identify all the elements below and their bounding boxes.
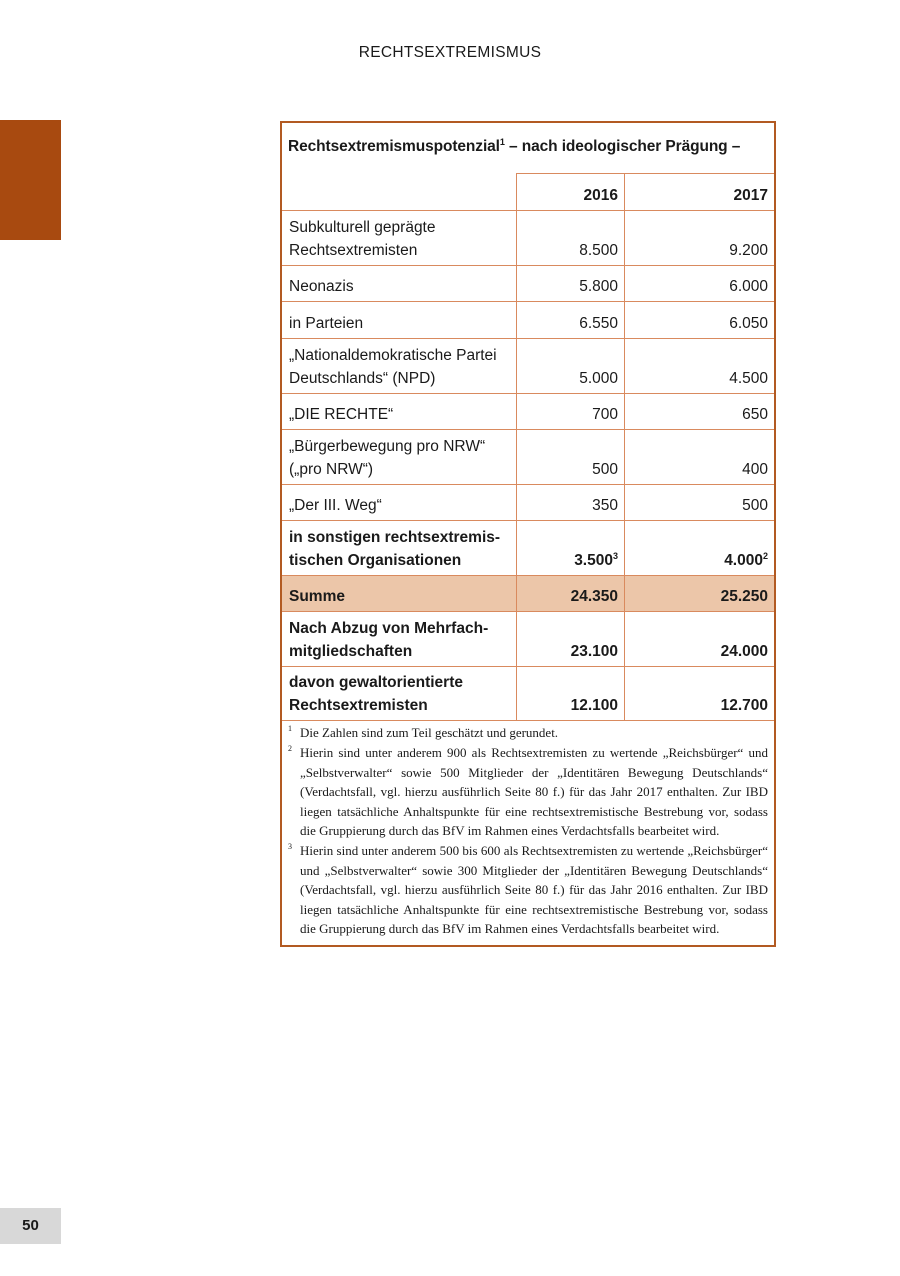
value-2017 [625,521,775,576]
value-2016: 6.550 [517,302,625,339]
running-head: RECHTSEXTREMISMUS [358,44,542,61]
value-2016: 24.350 [517,576,625,612]
title-suffix: – nach ideologischer Prägung – [504,138,741,155]
footnote-mark: 2 [288,744,292,754]
row-label: davon gewaltorientierte Rechtsextremisten [282,667,517,721]
value-2017: 400 [625,430,775,485]
value-2016: 700 [517,394,625,430]
value-2017: 12.700 [625,667,775,721]
value-2017: 24.000 [625,612,775,667]
value-2017: 4.500 [625,339,775,394]
header-row [282,174,774,211]
row-label: Nach Abzug von Mehrfachmitgliedschaften [282,612,517,667]
title-text: Rechtsextremismuspotenzial [288,138,500,155]
table-row [282,521,774,576]
table-row [282,339,774,394]
table-row [282,266,774,302]
footnote-mark: 1 [288,724,292,733]
header-cell-2016: 2016 [517,174,625,211]
table-row [282,430,774,485]
row-label: „Der III. Weg“ [282,485,517,521]
sum-row [282,576,774,612]
table-row [282,302,774,339]
chapter-tab [0,120,61,240]
footnotes [282,721,774,945]
footnote-text: Hierin sind unter anderem 500 bis 600 als Rechtsextremisten zu wertende „Reichsbürger“ und „Selbstverwalter“ sowie 300 Mitglieder der „Identitären Bewegung Deutschlands“ (Verdachtsfall, vgl. hierzu ausführlich Seite 80 f.) für das Jahr 2016 enthalten. Zur IBD liegen tatsächliche Anhaltspunkte für eine rechtsextremistische Bestrebung vor, sodass die Gruppierung durch das BfV im Rahmen eines Verdachtsfalls bearbeitet wird. [300,843,768,937]
footnote-text: Hierin sind unter anderem 900 als Rechtsextremisten zu wertende „Reichsbürger“ und „Selbstverwalter“ sowie 500 Mitglieder der „Identitären Bewegung Deutschlands“ (Verdachtsfall, vgl. hierzu ausführlich Seite 80 f.) für das Jahr 2017 enthalten. Zur IBD liegen tatsächliche Anhaltspunkte für eine rechtsextremistische Bestrebung vor, sodass die Gruppierung durch das BfV im Rahmen eines Verdachtsfalls bearbeitet wird. [300,745,768,839]
table-row [282,211,774,266]
row-label: Neonazis [282,266,517,302]
footnote-text: Die Zahlen sind zum Teil geschätzt und gerundet. [300,725,559,740]
row-label: „Bürgerbewegung pro NRW“ („pro NRW“) [282,430,517,485]
value-2017: 500 [625,485,775,521]
footnote-ref: 1 [499,136,505,147]
footnote [288,723,768,742]
table-row [282,667,774,721]
header-cell-empty [282,174,517,211]
table-row [282,485,774,521]
value-2016: 5.000 [517,339,625,394]
value-2017: 6.050 [625,302,775,339]
statistics-table-box [280,121,776,947]
row-label: „Nationaldemokratische Partei Deutschlands“ (NPD) [282,339,517,394]
value-2016: 5.800 [517,266,625,302]
footnote [288,743,768,840]
value-text: 3.500 [574,552,613,569]
value-2016: 8.500 [517,211,625,266]
row-label: in Parteien [282,302,517,339]
value-2017: 650 [625,394,775,430]
header-cell-2017: 2017 [625,174,775,211]
footnote-ref: 2 [762,550,768,561]
footnote [288,841,768,938]
table-title [282,123,774,173]
value-2017: 25.250 [625,576,775,612]
data-table [282,173,774,721]
value-2017: 9.200 [625,211,775,266]
value-2016 [517,521,625,576]
table-row [282,394,774,430]
value-text: 4.000 [724,552,763,569]
footnote-ref: 3 [612,550,618,561]
row-label: „DIE RECHTE“ [282,394,517,430]
value-2016: 500 [517,430,625,485]
row-label: Summe [282,576,517,612]
table-row [282,612,774,667]
value-2016: 12.100 [517,667,625,721]
value-2017: 6.000 [625,266,775,302]
row-label: in sonstigen rechtsextremistischen Organisationen [282,521,517,576]
page-number: 50 [0,1208,61,1244]
value-2016: 350 [517,485,625,521]
value-2016: 23.100 [517,612,625,667]
footnote-mark: 3 [288,842,292,852]
row-label: Subkulturell geprägte Rechtsextremisten [282,211,517,266]
